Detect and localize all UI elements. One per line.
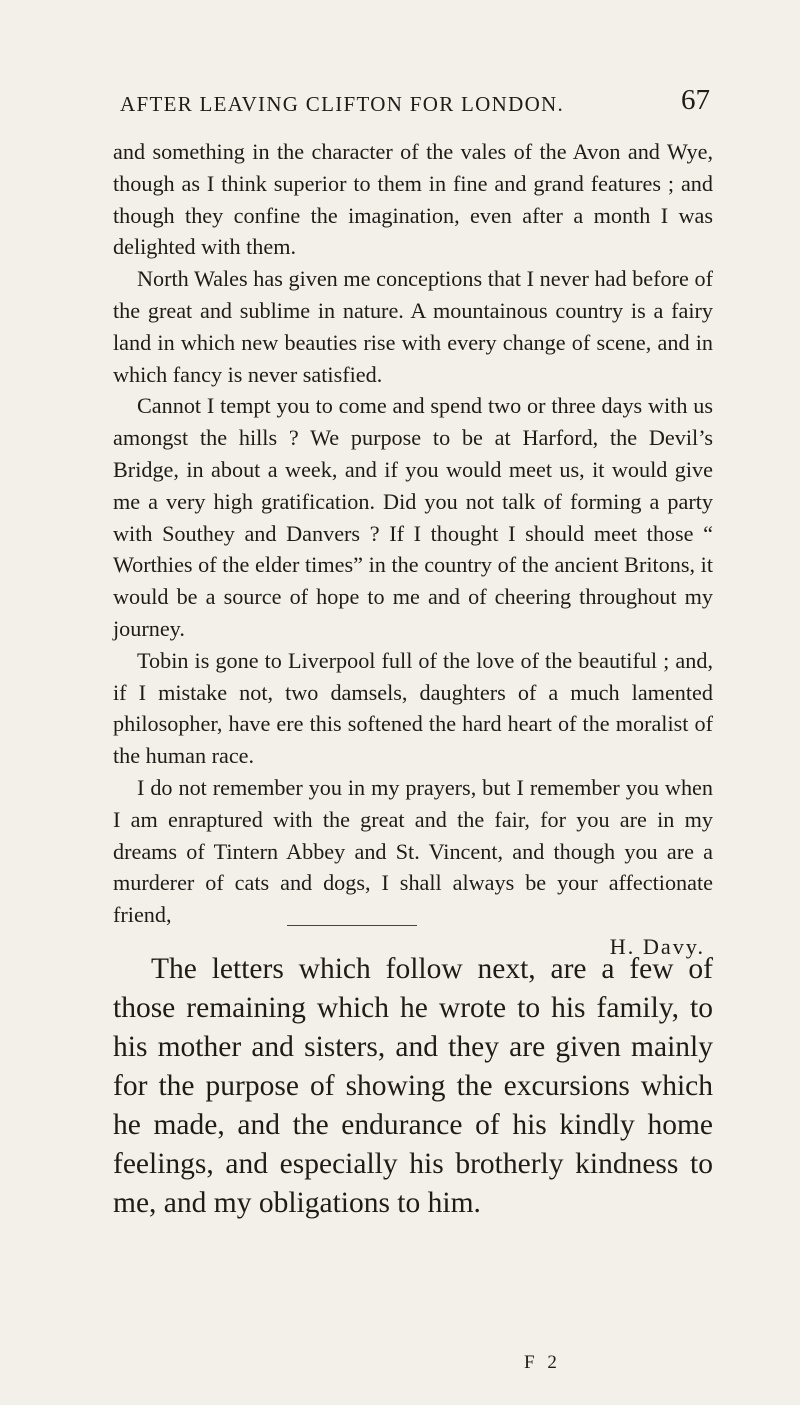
running-head (120, 84, 710, 124)
narrative-body (113, 950, 713, 1223)
letter-paragraph: Cannot I tempt you to come and spend two or three days with us amongst the hills ? We purpose to be at Harford, the Devil’s Bridge, in about a week, and if you would meet us, it would give me a very high gratification. Did you not talk of forming a party with Southey and Danvers ? If I thought I should meet those “ Worthies of the elder times” in the country of the ancient Britons, it would be a source of hope to me and of cheering throughout my journey. (113, 393, 713, 641)
section-divider (287, 925, 417, 926)
letter-paragraph: and something in the character of the vales of the Avon and Wye, though as I think superior to them in fine and grand features ; and though they confine the imagination, even after a month I was delighted with them. (113, 139, 713, 260)
letter-paragraph: Tobin is gone to Liverpool full of the love of the beautiful ; and, if I mistake not, two damsels, daughters of a much lamented philosopher, have ere this softened the hard heart of the moralist of the human race. (113, 647, 713, 769)
narrative-paragraph: The letters which follow next, are a few of those remaining which he wrote to his family, to his mother and sisters, and they are given mainly for the purpose of showing the excursions which he made, and the endurance of his kindly home feelings, and especially his brotherly kindness to me, and my obligations to him. (113, 953, 713, 1219)
printer-signature-mark: F 2 (524, 1352, 561, 1373)
letter-paragraph: North Wales has given me conceptions that I never had before of the great and sublime in nature. A mountainous country is a fairy land in which new beauties rise with every change of scene, and in which fancy is never satisfied. (113, 266, 713, 387)
page-number: 67 (681, 84, 710, 116)
letter-signature: H. Davy. (609, 933, 705, 959)
running-title: AFTER LEAVING CLIFTON FOR LONDON. (120, 92, 565, 116)
letter-body (113, 136, 713, 963)
letter-paragraph: I do not remember you in my prayers, but I remember you when I am enraptured with the great and the fair, for you are in my dreams of Tintern Abbey and St. Vincent, and though you are a murderer of cats and dogs, I shall always be your affectionate friend, (113, 774, 713, 928)
